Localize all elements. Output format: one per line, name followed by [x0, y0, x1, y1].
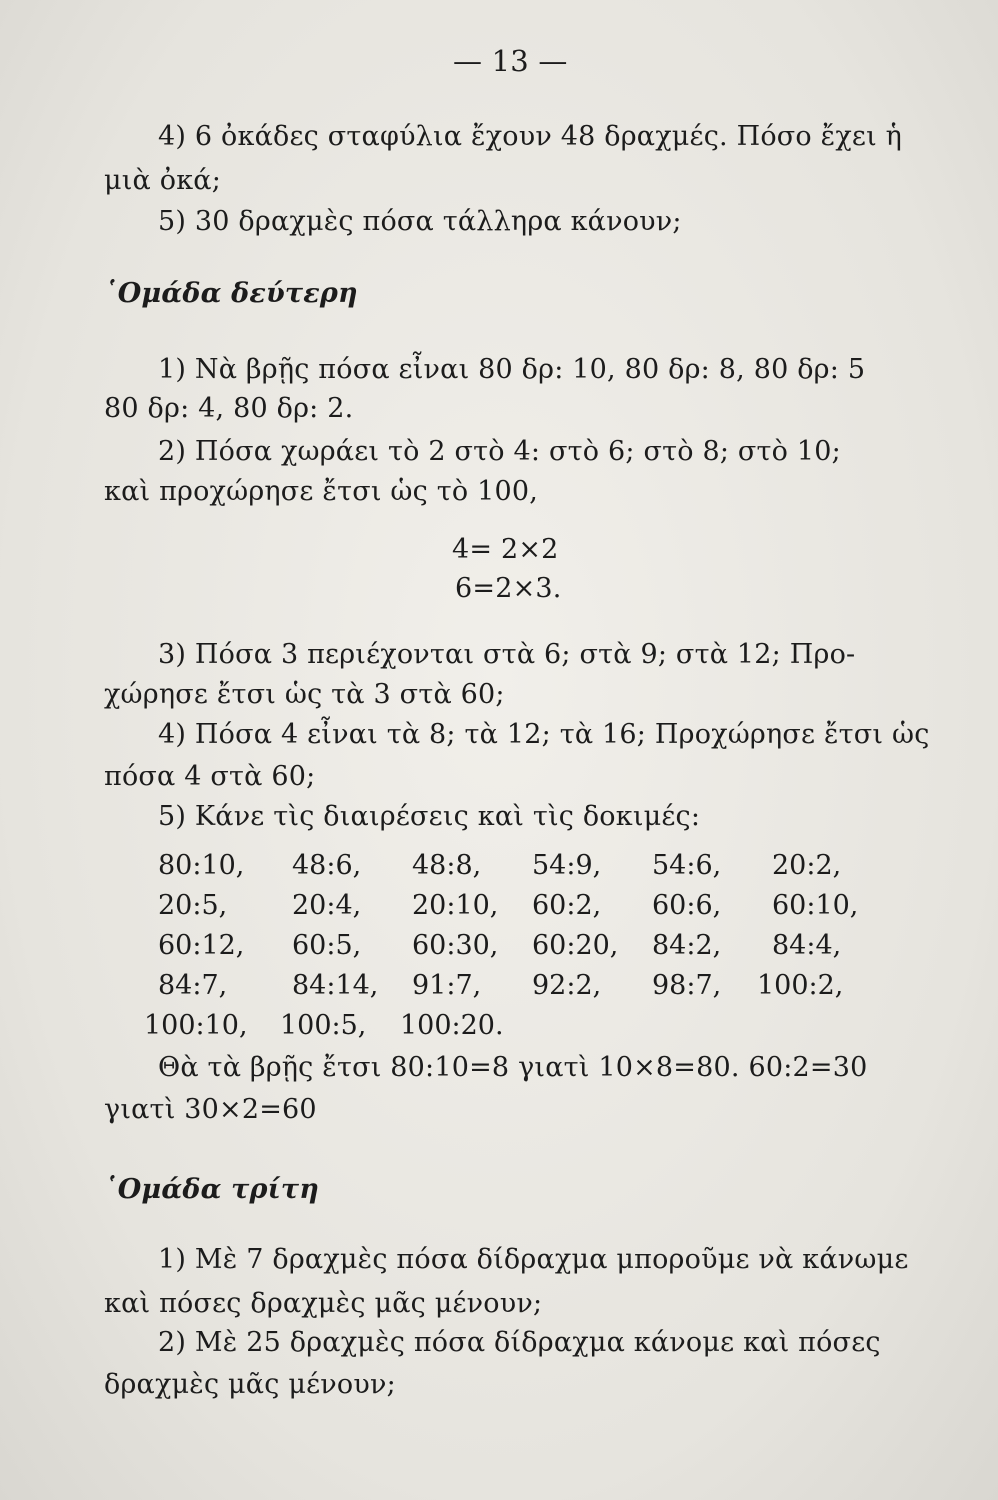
division-item: 60:10,: [772, 890, 859, 921]
division-item: 100:5,: [280, 1010, 367, 1041]
division-item: 54:6,: [652, 850, 722, 881]
division-item: 48:6,: [292, 850, 362, 881]
division-item: 91:7,: [412, 970, 482, 1001]
g2-problem-4-line2: πόσα 4 στὰ 60;: [104, 761, 316, 792]
g2-problem-3-line1: 3) Πόσα 3 περιέχονται στὰ 6; στὰ 9; στὰ 12; Προ-: [158, 639, 856, 670]
division-item: 100:2,: [757, 970, 844, 1001]
example-line1: Θὰ τὰ βρῇς ἔτσι 80:10=8 γιατὶ 10×8=80. 60:2=30: [158, 1052, 868, 1083]
division-item: 92:2,: [532, 970, 602, 1001]
division-item: 84:2,: [652, 930, 722, 961]
example-line2: γιατὶ 30×2=60: [104, 1094, 317, 1125]
division-item: 98:7,: [652, 970, 722, 1001]
division-item: 60:6,: [652, 890, 722, 921]
division-item: 84:4,: [772, 930, 842, 961]
g3-problem-1-line1: 1) Μὲ 7 δραχμὲς πόσα δίδραχμα μποροῦμε νὰ κάνωμε: [158, 1244, 909, 1275]
page-number: — 13 —: [453, 44, 568, 78]
division-item: 60:2,: [532, 890, 602, 921]
g1-problem-5: 5) 30 δραχμὲς πόσα τάλληρα κάνουν;: [158, 206, 682, 237]
g1-problem-4-line1: 4) 6 ὀκάδες σταφύλια ἔχουν 48 δραχμές. Πόσο ἔχει ἡ: [158, 121, 903, 152]
equation-1: 4= 2×2: [452, 534, 559, 565]
division-item: 20:4,: [292, 890, 362, 921]
division-item: 60:20,: [532, 930, 619, 961]
division-item: 84:14,: [292, 970, 379, 1001]
g2-problem-2-line2: καὶ προχώρησε ἔτσι ὡς τὸ 100,: [104, 476, 539, 507]
g3-problem-1-line2: καὶ πόσες δραχμὲς μᾶς μένουν;: [104, 1288, 543, 1319]
g2-problem-1-line2: 80 δρ: 4, 80 δρ: 2.: [104, 393, 354, 424]
equation-2: 6=2×3.: [455, 573, 562, 604]
division-item: 20:2,: [772, 850, 842, 881]
group3-heading: ῾Ομάδα τρίτη: [104, 1174, 320, 1205]
g2-problem-5: 5) Κάνε τὶς διαιρέσεις καὶ τὶς δοκιμές:: [158, 801, 701, 832]
division-item: 60:30,: [412, 930, 499, 961]
group2-heading: ῾Ομάδα δεύτερη: [104, 278, 358, 309]
division-item: 48:8,: [412, 850, 482, 881]
division-item: 80:10,: [158, 850, 245, 881]
g3-problem-2-line1: 2) Μὲ 25 δραχμὲς πόσα δίδραχμα κάνομε καὶ πόσες: [158, 1327, 881, 1358]
division-item: 100:20.: [400, 1010, 504, 1041]
g2-problem-2-line1: 2) Πόσα χωράει τὸ 2 στὸ 4: στὸ 6; στὸ 8; στὸ 10;: [158, 436, 841, 467]
g2-problem-1-line1: 1) Νὰ βρῇς πόσα εἶναι 80 δρ: 10, 80 δρ: 8, 80 δρ: 5: [158, 354, 866, 385]
g3-problem-2-line2: δραχμὲς μᾶς μένουν;: [104, 1369, 396, 1400]
division-item: 84:7,: [158, 970, 228, 1001]
g1-problem-4-line2: μιὰ ὀκά;: [104, 165, 222, 196]
division-item: 100:10,: [144, 1010, 248, 1041]
division-item: 60:12,: [158, 930, 245, 961]
division-item: 54:9,: [532, 850, 602, 881]
division-item: 20:10,: [412, 890, 499, 921]
g2-problem-4-line1: 4) Πόσα 4 εἶναι τὰ 8; τὰ 12; τὰ 16; Προχώρησε ἔτσι ὡς: [158, 719, 930, 750]
division-item: 60:5,: [292, 930, 362, 961]
g2-problem-3-line2: χώρησε ἔτσι ὡς τὰ 3 στὰ 60;: [104, 679, 505, 710]
division-item: 20:5,: [158, 890, 228, 921]
